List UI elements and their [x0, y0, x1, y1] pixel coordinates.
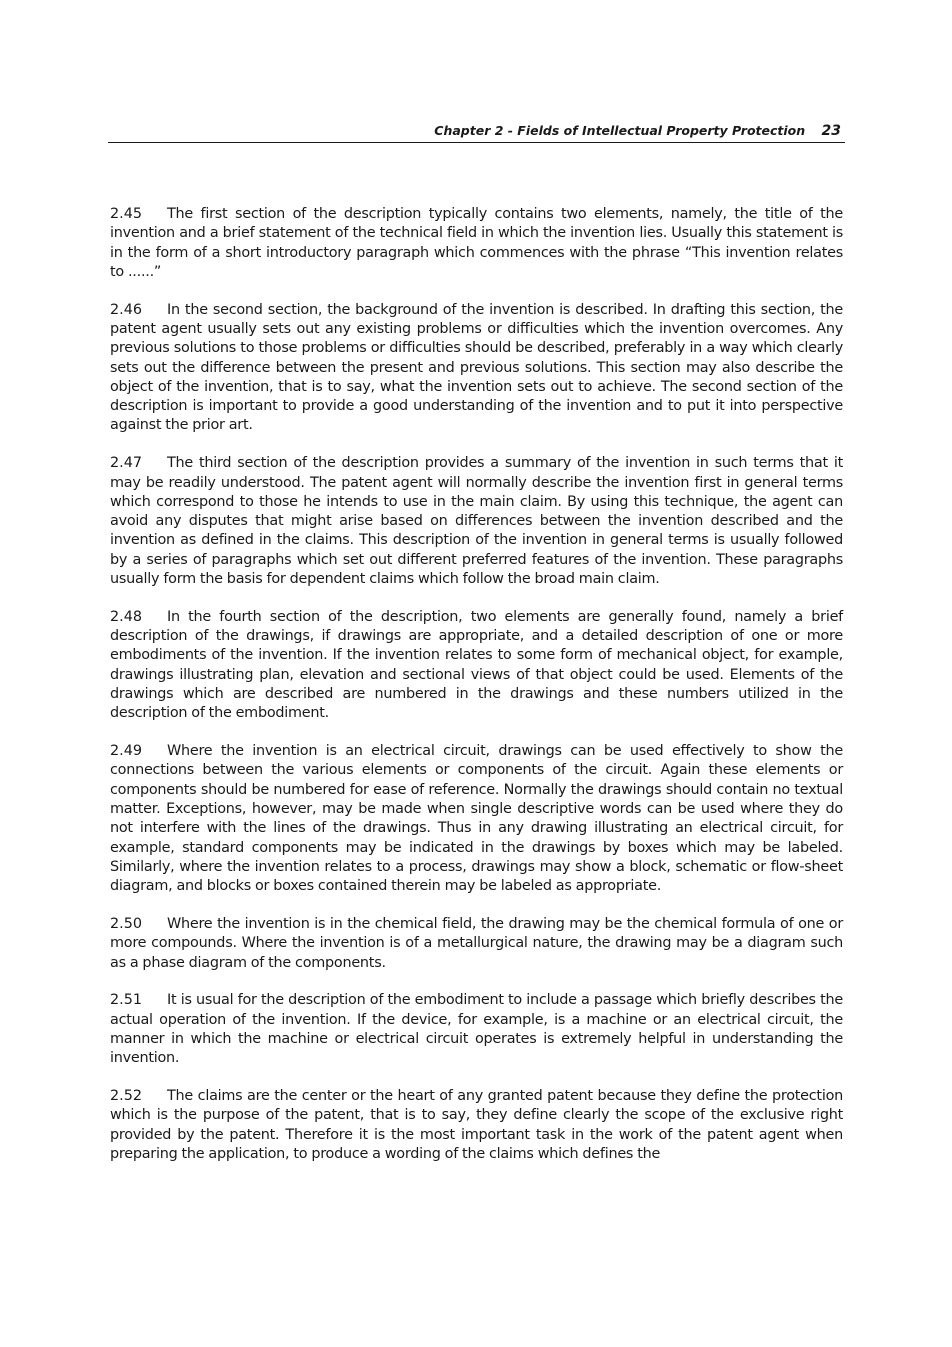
paragraph-2-52: [110, 1087, 843, 1164]
chapter-title: Chapter 2 - Fields of Intellectual Property Protection: [434, 123, 806, 138]
paragraph-text: In the second section, the background of the invention is described. In drafting this section, the patent agent usually sets out any existing problems or difficulties which the invention overcomes. Any previous solutions to those problems or difficulties should be described, preferably in a way which clearly sets out the difference between the present and previous solutions. This section may also describe the object of the invention, that is to say, what the invention sets out to achieve. The second section of the description is important to provide a good understanding of the invention and to put it into perspective against the prior art.: [110, 301, 843, 434]
paragraph-2-47: [110, 454, 843, 589]
paragraph-number: 2.51: [110, 992, 143, 1009]
paragraph-2-45: [110, 205, 843, 282]
body-text: [110, 205, 843, 1183]
paragraph-text: Where the invention is an electrical circuit, drawings can be used effectively to show the connections between the various elements or components of the circuit. Again these elements or components should be numbered for ease of reference. Normally the drawings should contain no textual matter. Exceptions, however, may be made when single descriptive words can be used where they do not interfere with the lines of the drawings. Thus in any drawing illustrating an electrical circuit, for example, standard components may be indicated in the drawings by boxes which may be labeled. Similarly, where the invention relates to a process, drawings may show a block, schematic or flow-sheet diagram, and blocks or boxes contained therein may be labeled as appropriate.: [110, 743, 843, 895]
running-header: [108, 122, 845, 143]
paragraph-2-46: [110, 301, 843, 436]
paragraph-2-48: [110, 608, 843, 724]
paragraph-number: 2.45: [110, 206, 143, 222]
paragraph-text: It is usual for the description of the embodiment to include a passage which briefly describes the actual operation of the invention. If the device, for example, is a machine or an electrical circuit, the manner in which the machine or electrical circuit operates is extremely helpful in understanding the invention.: [110, 992, 843, 1067]
paragraph-2-50: [110, 915, 843, 973]
paragraph-text: The third section of the description provides a summary of the invention in such terms that it may be readily understood. The patent agent will normally describe the invention first in general terms which correspond to those he intends to use in the main claim. By using this technique, the agent can avoid any disputes that might arise based on differences between the invention described and the invention as defined in the claims. This description of the invention in general terms is usually followed by a series of paragraphs which set out different preferred features of the invention. These paragraphs usually form the basis for dependent claims which follow the broad main claim.: [110, 455, 843, 588]
paragraph-2-51: [110, 991, 843, 1068]
paragraph-text: Where the invention is in the chemical field, the drawing may be the chemical formula of one or more compounds. Where the invention is of a metallurgical nature, the drawing may be a diagram such as a phase diagram of the components.: [110, 916, 843, 971]
paragraph-text: The first section of the description typically contains two elements, namely, the title of the invention and a brief statement of the technical field in which the invention lies. Usually this statement is in the form of a short introductory paragraph which commences with the phrase “This invention relates to ......”: [110, 206, 843, 280]
page-number: 23: [821, 123, 841, 139]
paragraph-number: 2.52: [110, 1088, 143, 1105]
paragraph-text: The claims are the center or the heart of any granted patent because they define the protection which is the purpose of the patent, that is to say, they define clearly the scope of the exclusive right provided by the patent. Therefore it is the most important task in the work of the patent agent when preparing the application, to produce a wording of the claims which defines the: [110, 1088, 843, 1162]
paragraph-number: 2.50: [110, 916, 143, 932]
paragraph-number: 2.49: [110, 743, 143, 760]
paragraph-number: 2.48: [110, 608, 143, 625]
paragraph-number: 2.46: [110, 301, 143, 318]
paragraph-2-49: [110, 742, 843, 896]
paragraph-text: In the fourth section of the description, two elements are generally found, namely a brief description of the drawings, if drawings are appropriate, and a detailed description of one or more embodiments of the invention. If the invention relates to some form of mechanical object, for example, drawings illustrating plan, elevation and sectional views of that object could be used. Elements of the drawings which are described are numbered in the drawings and these numbers utilized in the description of the embodiment.: [110, 608, 843, 722]
paragraph-number: 2.47: [110, 455, 143, 472]
